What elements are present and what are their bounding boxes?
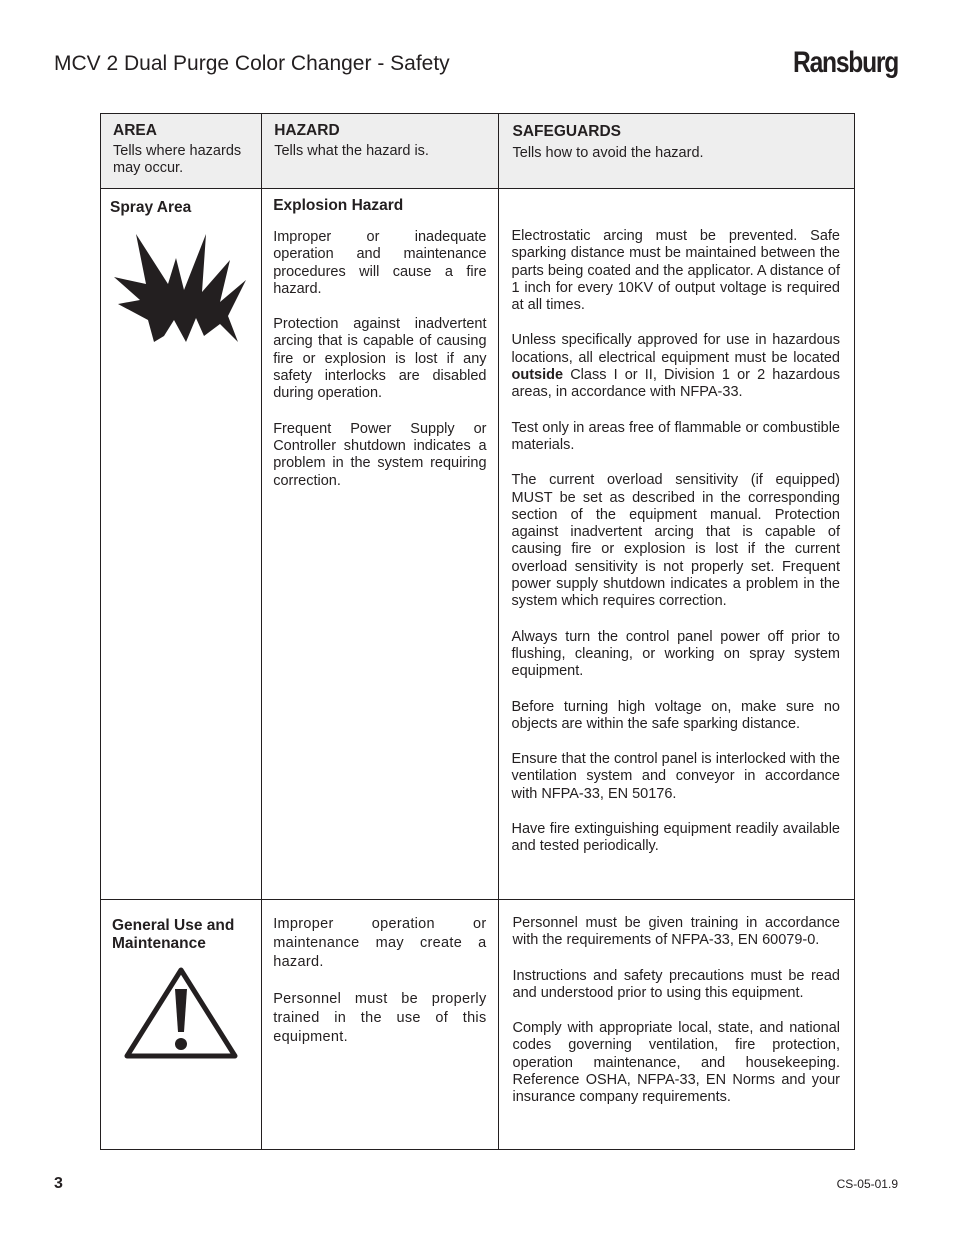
column-title-safeguards: SAFEGUARDS — [512, 123, 622, 140]
safeguard-paragraph — [512, 332, 840, 401]
hazard-cell — [262, 900, 498, 1150]
hazard-cell — [262, 189, 498, 900]
hazard-paragraph: Frequent Power Supply or Controller shutdown indicates a problem in the system requiring correction. — [273, 420, 487, 489]
column-header-safeguards — [498, 114, 854, 189]
area-cell — [101, 189, 262, 900]
page-title: MCV 2 Dual Purge Color Changer - Safety — [54, 52, 450, 75]
safeguard-paragraph: Ensure that the control panel is interlocked with the ventilation system and conveyor in accordance with NFPA-33, EN 50176. — [511, 751, 840, 802]
table-row — [101, 900, 855, 1150]
safeguard-paragraph: Always turn the control panel power off prior to flushing, cleaning, or working on spray system equipment. — [511, 628, 840, 680]
column-subtitle-hazard: Tells what the hazard is. — [274, 143, 429, 159]
area-label: General Use and Maintenance — [112, 917, 235, 952]
safeguard-paragraph: Before turning high voltage on, make sure no objects are within the safe sparking distance. — [511, 698, 840, 732]
table-header-row — [101, 114, 855, 189]
hazard-paragraph: Improper or inadequate operation and maintenance procedures will cause a fire hazard. — [273, 229, 487, 297]
safeguards-cell — [498, 900, 854, 1150]
safety-table — [100, 113, 855, 1150]
column-subtitle-area: Tells where hazards may occur. — [113, 143, 242, 176]
area-label: Spray Area — [110, 199, 192, 216]
warning-triangle-icon — [123, 965, 239, 1061]
table-row — [101, 189, 855, 900]
safeguard-emphasis: outside — [511, 367, 564, 384]
page-number: 3 — [54, 1175, 63, 1192]
safeguard-text: Unless specifically approved for use in hazardous locations, all electrical equipment must be located — [511, 332, 840, 366]
safeguard-paragraph: Have fire extinguishing equipment readily available and tested periodically. — [511, 821, 840, 855]
safeguard-text: Class I or II, Division 1 or 2 hazardous areas, in accordance with NFPA-33. — [511, 367, 840, 401]
explosion-icon — [112, 232, 248, 344]
brand-logo: Ransburg — [793, 46, 898, 79]
column-title-area: AREA — [113, 122, 157, 139]
column-subtitle-safeguards: Tells how to avoid the hazard. — [512, 145, 704, 161]
safeguard-paragraph: Personnel must be given training in accordance with the requirements of NFPA-33, EN 60079-0. — [512, 915, 840, 949]
area-cell — [101, 900, 262, 1150]
safeguards-cell — [498, 189, 854, 900]
hazard-paragraph: Improper operation or maintenance may create a hazard. — [273, 916, 487, 970]
column-header-hazard — [262, 114, 498, 189]
safeguard-paragraph: Test only in areas free of flammable or combustible materials. — [511, 419, 840, 453]
document-code: CS-05-01.9 — [836, 1177, 898, 1191]
safeguard-paragraph: Instructions and safety precautions must be read and understood prior to using this equipment. — [512, 967, 840, 1001]
safeguard-paragraph: Electrostatic arcing must be prevented. Safe sparking distance must be maintained between the parts being coated and the applicator. A distance of 1 inch for every 10KV of output voltage is required at all times. — [511, 228, 840, 314]
safeguard-paragraph: Comply with appropriate local, state, and national codes governing ventilation, fire protection, operation maintenance, and housekeeping. Reference OSHA, NFPA-33, EN Norms and your insurance company requirements. — [512, 1020, 840, 1106]
column-title-hazard: HAZARD — [274, 122, 340, 139]
column-header-area — [101, 114, 262, 189]
hazard-title: Explosion Hazard — [273, 197, 404, 214]
hazard-paragraph: Personnel must be properly trained in the use of this equipment. — [273, 991, 487, 1045]
hazard-paragraph: Protection against inadvertent arcing that is capable of causing fire or explosion is lost if any safety interlocks are disabled during operation. — [273, 316, 487, 402]
safeguard-paragraph: The current overload sensitivity (if equipped) MUST be set as described in the corresponding section of the equipment manual. Protection against inadvertent arcing that is capable of causing fire or explosion is lost if the current overload sensitivity is not properly set. Frequent power supply shutdown indicates a problem in the system which requires correction. — [511, 472, 840, 610]
